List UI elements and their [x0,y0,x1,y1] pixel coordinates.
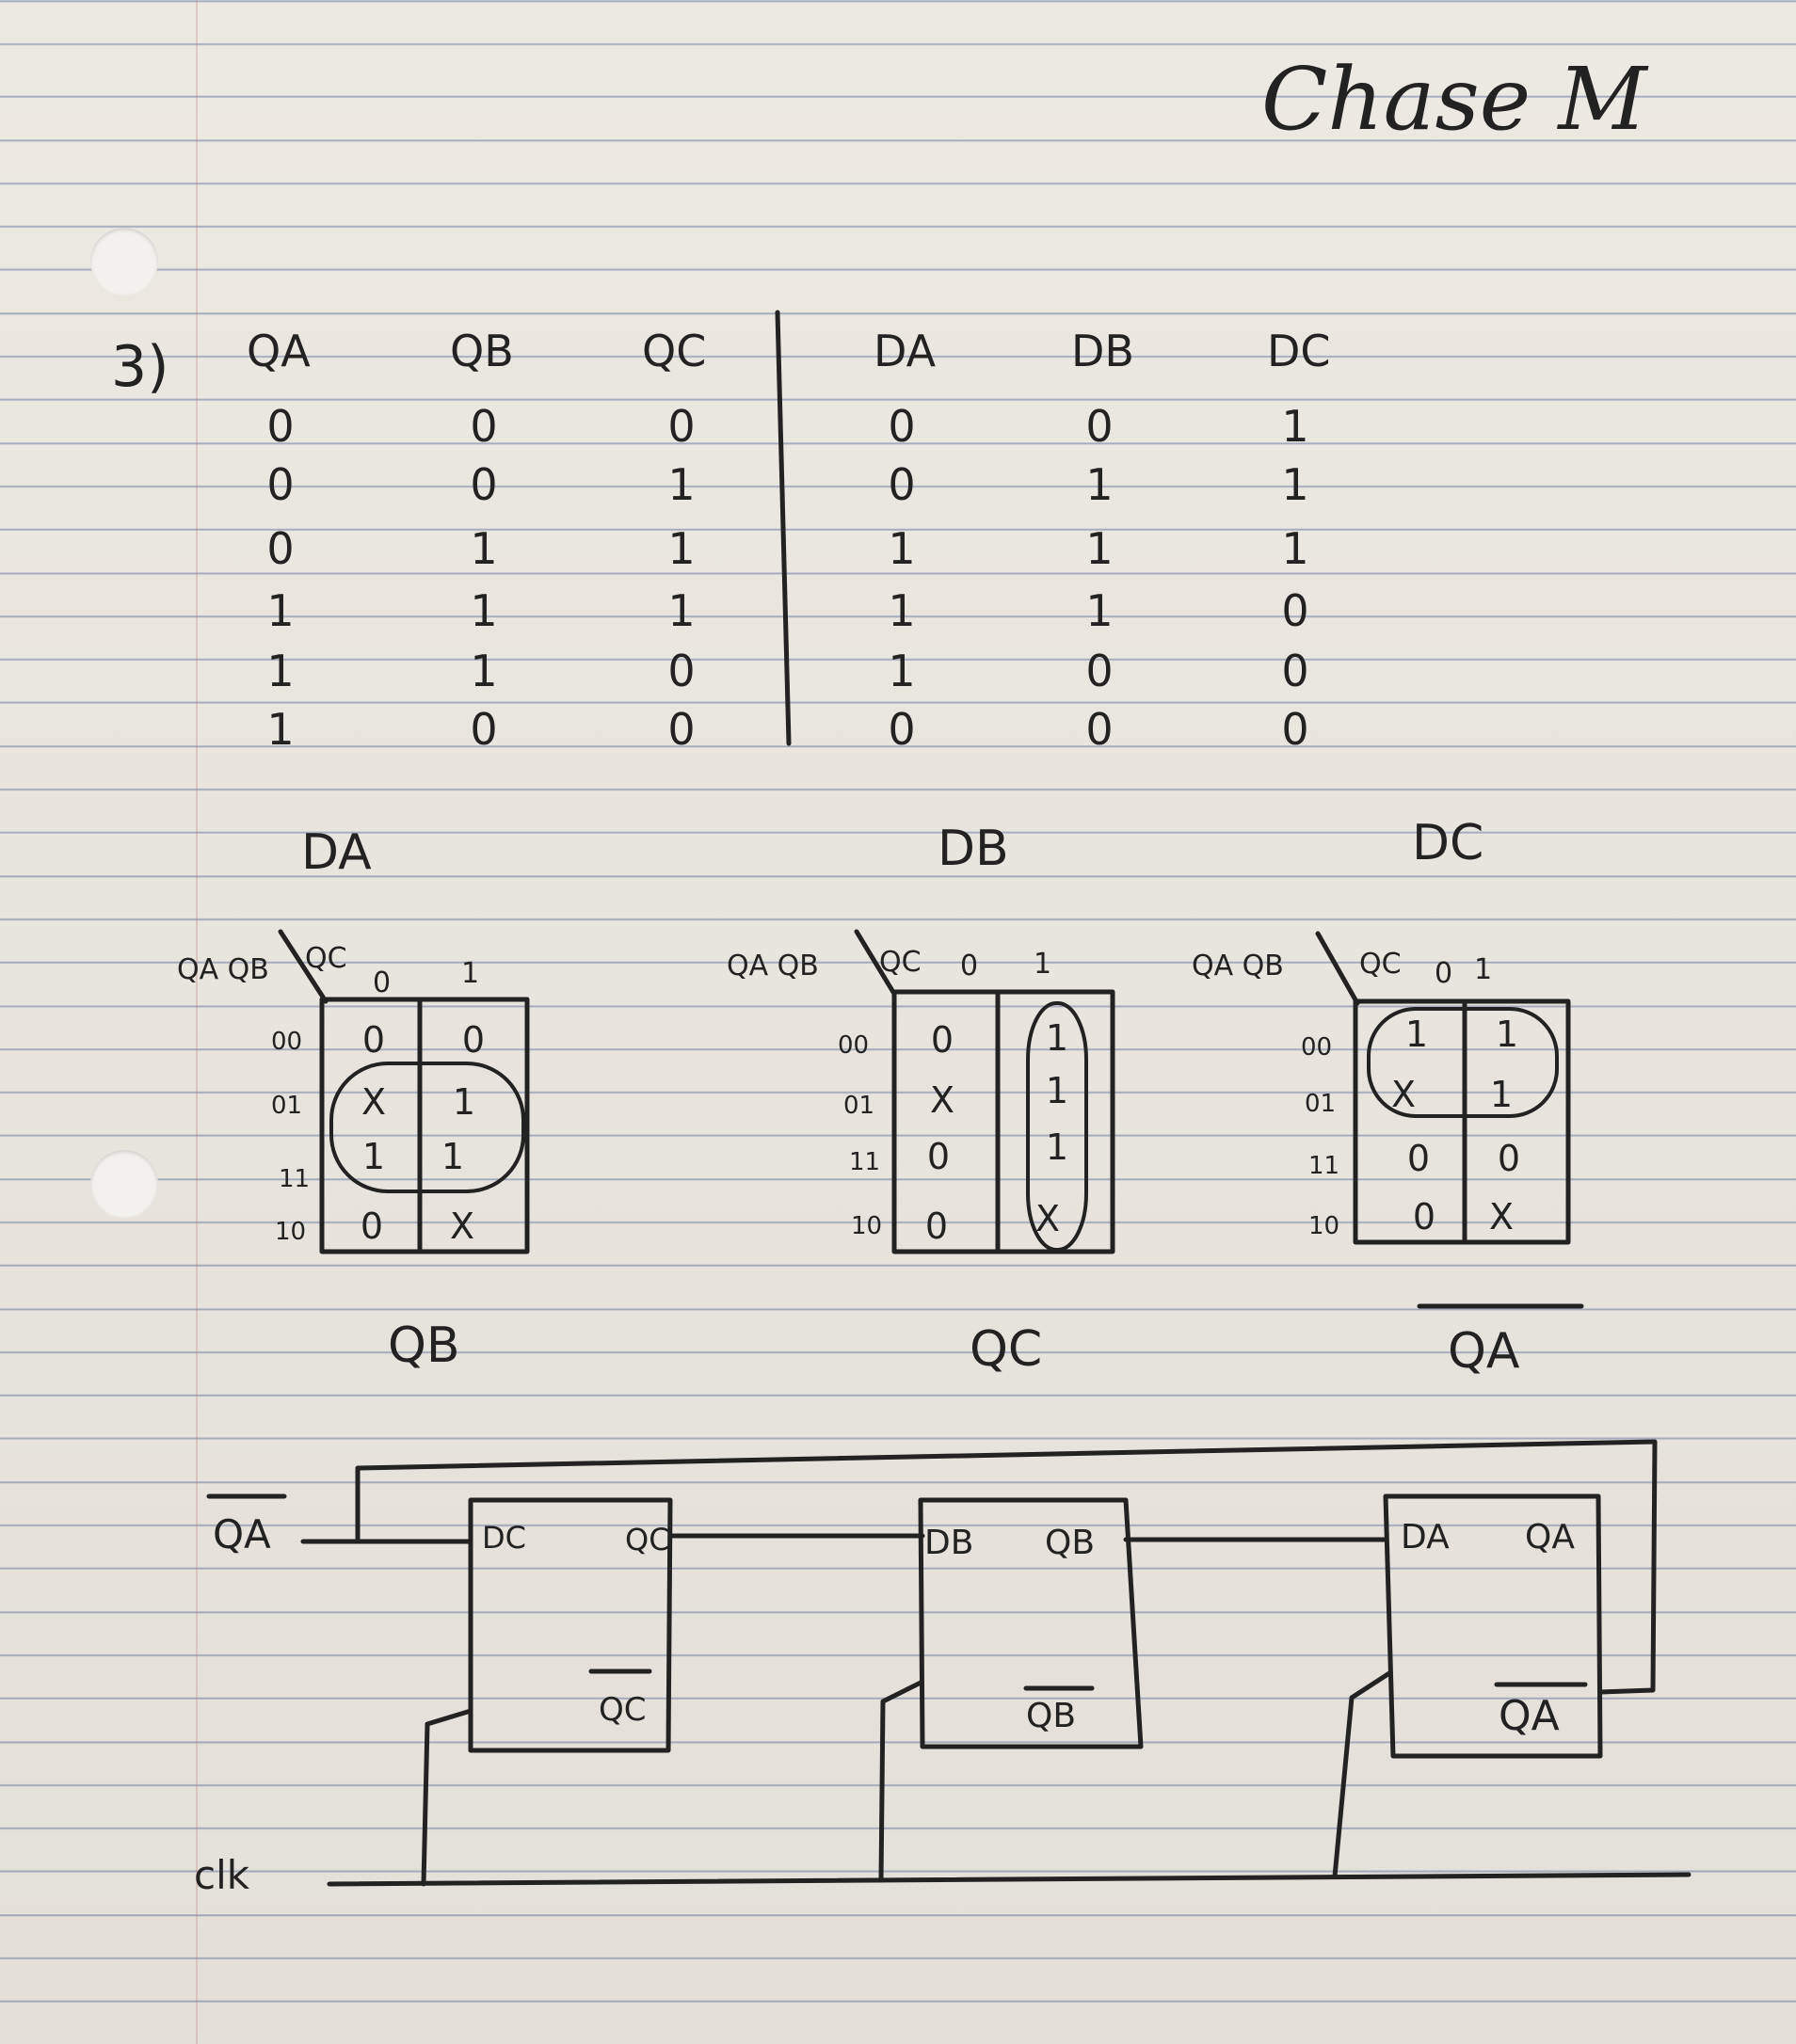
kmap-db-result: QC [970,1321,1043,1378]
table-cell: 1 [1281,459,1309,510]
kmap-cell: X [929,1079,955,1121]
kmap-db-title: DB [938,821,1009,877]
clock-label: clk [194,1852,250,1898]
kmap-cell: 0 [360,1206,384,1247]
table-cell: 1 [667,523,696,574]
table-cell: 0 [888,459,916,510]
table-cell: 1 [667,585,696,636]
header-qa: QA [247,326,311,376]
table-cell: 1 [470,585,498,636]
kmap-da-row-label: 00 [271,1028,303,1056]
ff-a-d-label: DA [1401,1518,1450,1557]
kmap-cell: 1 [1045,1017,1069,1059]
kmap-da-row-label: 01 [271,1092,303,1120]
kmap-cell: 0 [361,1019,386,1061]
ff-a-q-label: QA [1525,1518,1575,1557]
kmap-db-col-label: 0 [960,950,979,982]
table-cell: 0 [266,523,295,574]
kmap-db-row-label: 11 [849,1148,881,1176]
kmap-cell: 0 [1406,1138,1431,1179]
table-cell: 0 [266,401,295,452]
header-dc: DC [1267,326,1331,376]
table-cell: 0 [888,704,916,755]
table-cell: 1 [266,704,295,755]
kmap-cell: 0 [1412,1196,1436,1238]
table-cell: 1 [888,646,916,696]
kmap-dc-result: QA [1448,1323,1520,1380]
ff-b-q-label: QB [1045,1524,1096,1562]
table-cell: 1 [1281,401,1309,452]
kmap-cell: 1 [361,1136,386,1177]
kmap-cell: 0 [461,1019,486,1061]
table-cell: 0 [266,459,295,510]
table-cell: 1 [470,646,498,696]
table-cell: 1 [888,585,916,636]
table-cell: 1 [1085,523,1114,574]
kmap-db-row-var: QA QB [727,950,819,982]
table-cell: 0 [470,459,498,510]
kmap-db-row-label: 00 [838,1031,870,1060]
kmap-cell: X [449,1206,475,1247]
table-divider [778,312,789,743]
ff-a-qbar-label: QA [1499,1692,1560,1740]
kmap-cell: X [361,1081,387,1123]
kmap-da-result: QB [388,1317,460,1374]
kmap-da-row-label: 11 [279,1165,311,1193]
table-cell: 0 [667,704,696,755]
kmap-cell: 0 [1497,1138,1521,1179]
header-qb: QB [450,326,514,376]
kmap-cell: X [1034,1198,1061,1239]
header-da: DA [874,326,937,376]
kmap-dc-row-label: 10 [1308,1212,1340,1240]
kmap-cell: 1 [441,1136,465,1177]
table-cell: 1 [266,646,295,696]
table-cell: 1 [888,523,916,574]
ff-c-d-label: DC [482,1520,526,1556]
kmap-db-col-label: 1 [1034,948,1052,981]
table-cell: 0 [1085,704,1114,755]
kmap-da-col-label: 0 [373,966,392,999]
table-cell: 0 [1281,646,1309,696]
ff-c-q-label: QC [625,1522,670,1557]
kmap-dc-col-var: QC [1359,948,1402,981]
kmap-cell: 1 [1045,1070,1069,1111]
kmap-cell: X [1488,1196,1515,1238]
kmap-cell: 0 [926,1136,951,1177]
table-cell: 1 [470,523,498,574]
table-cell: 0 [470,704,498,755]
kmap-cell: 1 [1404,1014,1429,1055]
author-name: Chase M [1261,49,1647,150]
table-cell: 0 [667,401,696,452]
circuit-input-label: QA [213,1511,271,1557]
clock-wire [329,1875,1689,1884]
ff-b-qbar-label: QB [1026,1697,1077,1735]
kmap-da-row-var: QA QB [177,953,269,986]
kmap-dc-row-label: 11 [1308,1152,1340,1180]
kmap-cell: 1 [452,1081,476,1123]
table-cell: 0 [1281,704,1309,755]
table-cell: 0 [1085,401,1114,452]
table-cell: 0 [470,401,498,452]
kmap-dc-col-label: 0 [1435,957,1453,990]
kmap-da-col-label: 1 [461,957,480,990]
kmap-da-col-var: QC [305,942,347,975]
kmap-cell: 1 [1489,1074,1514,1115]
table-cell: 0 [888,401,916,452]
table-cell: 0 [1085,646,1114,696]
table-cell: 1 [1085,459,1114,510]
table-cell: 1 [667,459,696,510]
kmap-cell: 0 [930,1019,954,1061]
kmap-dc-title: DC [1412,815,1484,871]
kmap-cell: 0 [924,1206,949,1247]
table-cell: 1 [1085,585,1114,636]
kmap-da-title: DA [301,824,372,881]
kmap-db-col-var: QC [879,946,922,979]
problem-number: 3) [111,334,169,400]
ff-c-qbar-label: QC [599,1691,647,1729]
feedback-wire [358,1442,1655,1692]
header-db: DB [1071,326,1134,376]
kmap-dc-row-label: 00 [1301,1033,1333,1062]
kmap-dc-col-label: 1 [1474,953,1493,986]
kmap-db-row-label: 10 [851,1212,883,1240]
kmap-cell: 1 [1045,1126,1069,1168]
kmap-dc-row-label: 01 [1305,1090,1337,1118]
table-cell: 0 [667,646,696,696]
table-cell: 1 [1281,523,1309,574]
kmap-db-row-label: 01 [843,1092,875,1120]
kmap-dc-row-var: QA QB [1192,950,1284,982]
ff-b-d-label: DB [924,1524,974,1562]
table-cell: 1 [266,585,295,636]
kmap-cell: X [1390,1074,1417,1115]
header-qc: QC [642,326,707,376]
kmap-cell: 1 [1495,1014,1519,1055]
table-cell: 0 [1281,585,1309,636]
kmap-da-row-label: 10 [275,1218,307,1246]
